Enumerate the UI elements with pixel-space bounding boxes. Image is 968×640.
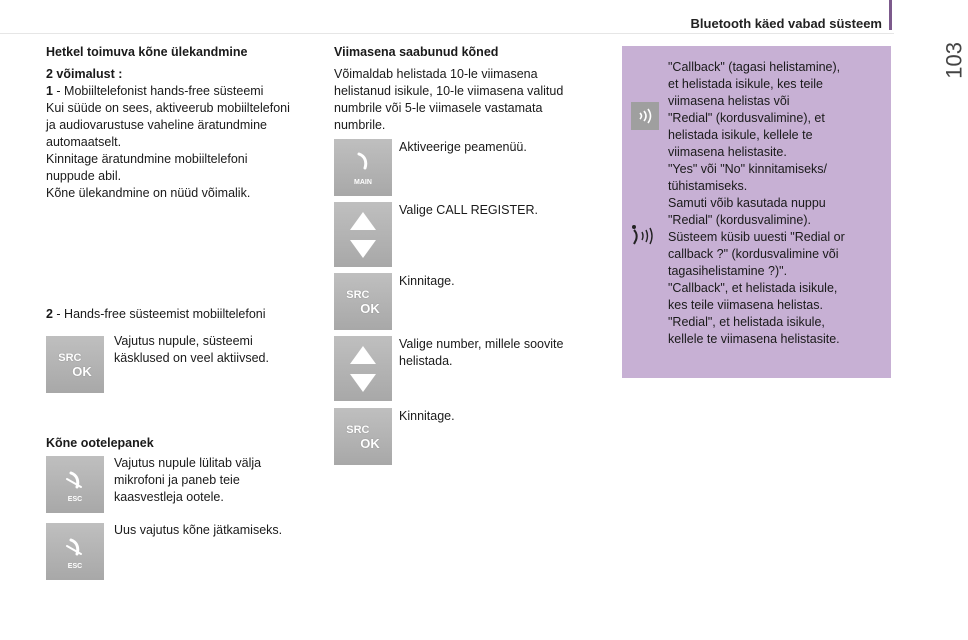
speech-icon xyxy=(635,106,655,126)
header-accent-bar xyxy=(889,0,892,30)
main-menu-button[interactable] xyxy=(334,139,392,196)
src-ok-icon: SRC OK xyxy=(58,351,92,379)
up-down-arrow-button-2[interactable] xyxy=(334,336,392,401)
svg-text:MAIN: MAIN xyxy=(354,178,372,186)
recent-calls-heading: Viimasena saabunud kõned xyxy=(334,45,499,59)
option-2-text: - Hands-free süsteemist mobiiltelefoni xyxy=(52,307,266,321)
arrow-up-icon xyxy=(349,345,377,365)
src-ok-icon: SRC OK xyxy=(346,288,380,316)
option-1-number: 1 xyxy=(46,84,53,98)
option-1-text: - Mobiiltelefonist hands-free süsteemi Kui süüde on sees, aktiveerub mobiiltelefoni ja audiovarustuse vaheline äratundmine automaatselt. Kinnitage äratundmine mobiiltelefoni nuppude abil. Kõne ülekandmine on nüüd võimalik. xyxy=(46,84,290,200)
src-ok-icon: SRC OK xyxy=(346,423,380,451)
option-2-step-text: Vajutus nupule, süsteemi käsklused on veel aktiivsed. xyxy=(114,334,269,365)
step-2-text: Valige CALL REGISTER. xyxy=(399,203,538,217)
current-call-transfer-heading: Hetkel toimuva kõne ülekandmine xyxy=(46,45,248,59)
panel-text-2: Samuti võib kasutada nuppu "Redial" (kordusvalimine). Süsteem küsib uuesti "Redial or callback ?" (kordusvalimine või tagasihelistamine ?)". "Callback", et helistada isikule, kes teile viimasena helistas. "Redial", et helistada isikule, kellele te viimasena helistasite. xyxy=(668,196,845,346)
up-down-arrow-button-1[interactable] xyxy=(334,202,392,267)
option-2-number: 2 xyxy=(46,307,53,321)
voice-command-button[interactable] xyxy=(631,102,659,130)
src-ok-button-confirm-1[interactable] xyxy=(334,273,392,330)
option-1-block xyxy=(46,83,326,202)
src-ok-button[interactable] xyxy=(46,336,104,393)
call-hold-heading: Kõne ootelepanek xyxy=(46,436,154,450)
recent-calls-intro: Võimaldab helistada 10-le viimasena helistanud isikule, 10-le viimasena valitud numbrile või 5-le viimasele vastamata numbrile. xyxy=(334,67,564,132)
step-1-text: Aktiveerige peamenüü. xyxy=(399,140,527,154)
arrow-down-icon xyxy=(349,239,377,259)
esc-icon xyxy=(55,465,95,505)
svg-text:ESC: ESC xyxy=(67,562,83,570)
svg-text:ESC: ESC xyxy=(67,495,83,503)
page-header-title: Bluetooth käed vabad süsteem xyxy=(690,16,882,31)
step-4-text: Valige number, millele soovite helistada. xyxy=(399,337,564,368)
page-number: 103 xyxy=(942,42,967,79)
option-2-block xyxy=(46,306,326,323)
esc-icon xyxy=(55,532,95,572)
hold-step-2-text: Uus vajutus kõne jätkamiseks. xyxy=(114,523,283,537)
esc-button-resume[interactable] xyxy=(46,523,104,580)
arrow-up-icon xyxy=(349,211,377,231)
arrow-down-icon xyxy=(349,373,377,393)
main-icon xyxy=(343,146,383,190)
panel-text-1: "Callback" (tagasi helistamine), et helistada isikule, kes teile viimasena helistas või "Redial" (kordusvalimine), et helistada isikule, kellele te viimasena helistasite. "Yes" või "No" kinnitamiseks/ tühistamiseks. xyxy=(668,60,841,193)
esc-button-hold[interactable] xyxy=(46,456,104,513)
voice-speaking-icon xyxy=(628,222,660,250)
header-divider xyxy=(0,33,894,34)
step-5-text: Kinnitage. xyxy=(399,409,455,423)
hold-step-1-text: Vajutus nupule lülitab välja mikrofoni ja paneb teie kaasvestleja ootele. xyxy=(114,456,262,504)
step-3-text: Kinnitage. xyxy=(399,274,455,288)
src-ok-button-confirm-2[interactable] xyxy=(334,408,392,465)
options-heading: 2 võimalust : xyxy=(46,67,123,81)
